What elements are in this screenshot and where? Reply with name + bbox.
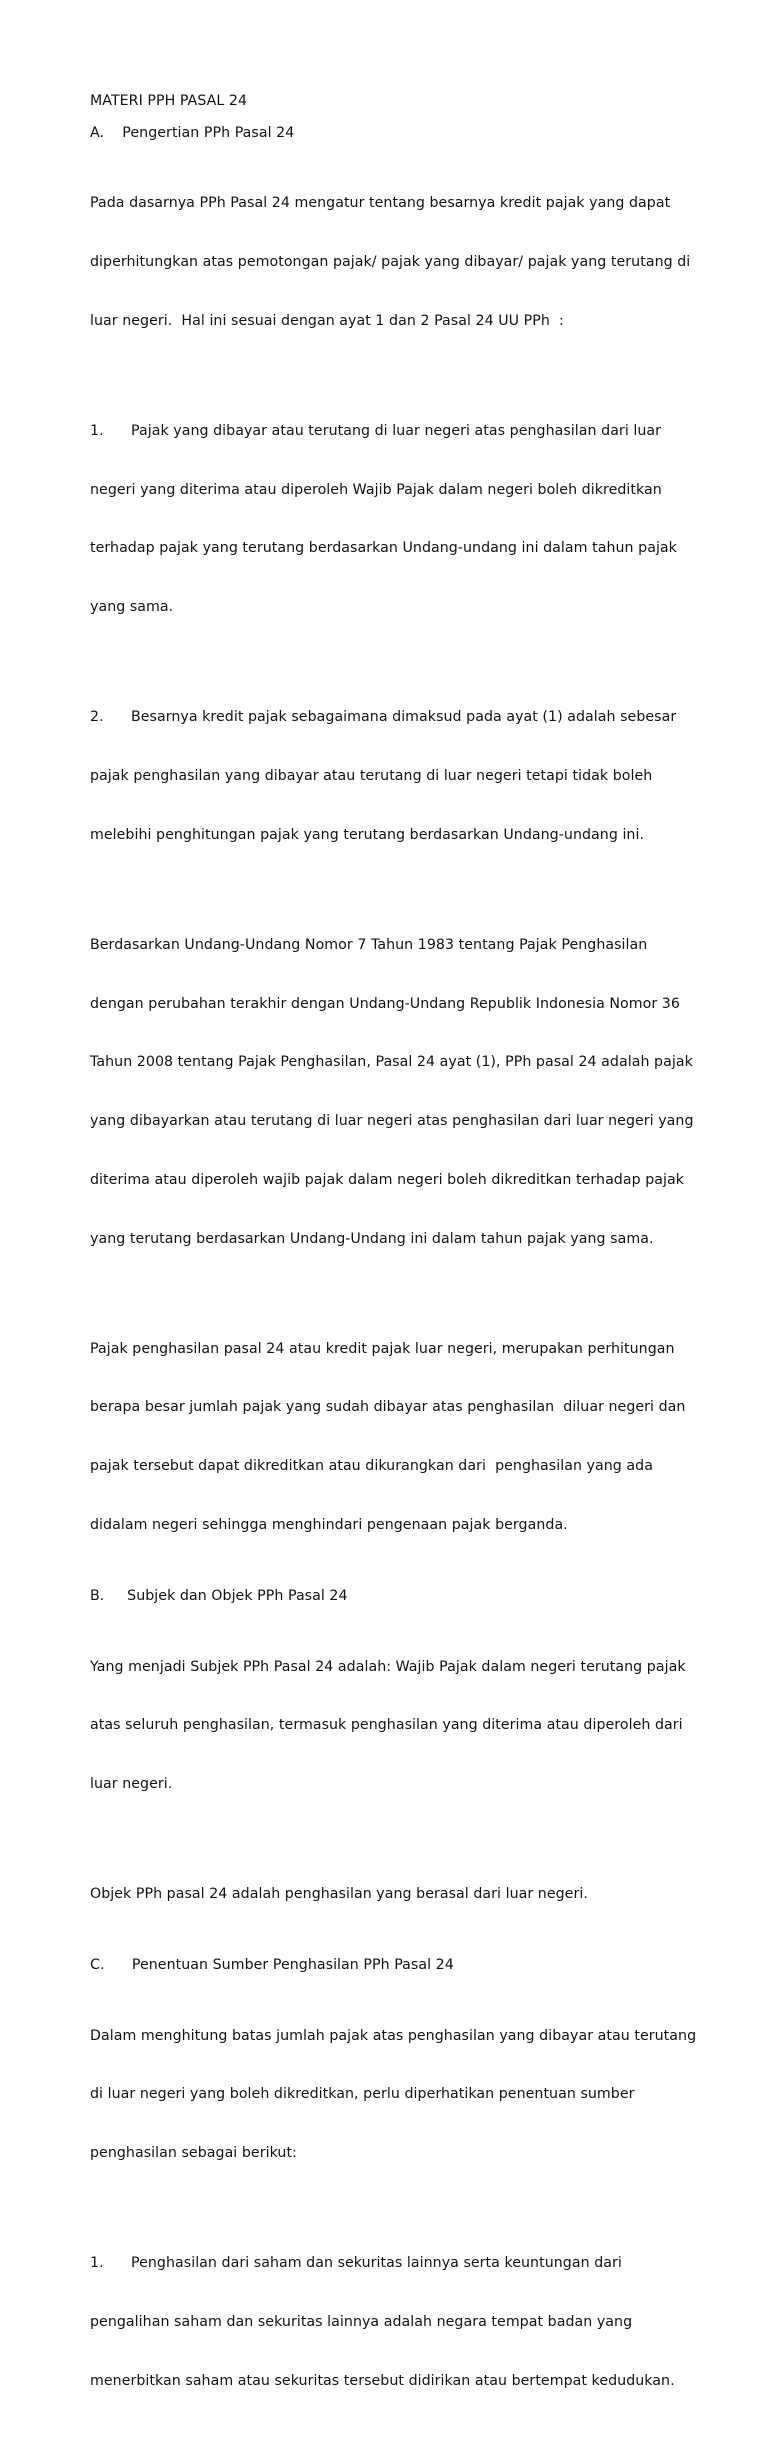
text-line: 2. Besarnya kredit pajak sebagaimana dimaksud pada ayat (1) adalah sebesar [90,709,677,726]
text-line: Pajak penghasilan pasal 24 atau kredit pajak luar negeri, merupakan perhitungan [90,1340,675,1357]
paragraph [90,1300,690,1574]
text-line: Berdasarkan Undang-Undang Nomor 7 Tahun 1983 tentang Pajak Penghasilan [90,936,648,953]
text-line: Yang menjadi Subjek PPh Pasal 24 adalah: Wajib Pajak dalam negeri terutang pajak [90,1658,686,1675]
text-line: dengan perubahan terakhir dengan Undang-Undang Republik Indonesia Nomor 36 [90,995,680,1012]
text-line: yang sama. [90,599,174,616]
text-line: yang terutang berdasarkan Undang-Undang ini dalam tahun pajak yang sama. [90,1230,654,1247]
section-heading-b: B. Subjek dan Objek PPh Pasal 24 [90,1587,348,1604]
paragraph [90,897,694,1289]
document-title: MATERI PPH PASAL 24 [90,93,248,109]
paragraph [90,1846,690,1944]
text-line: atas seluruh penghasilan, termasuk penghasilan yang diterima atau diperoleh dari [90,1717,683,1734]
text-line: diterima atau diperoleh wajib pajak dalam negeri boleh dikreditkan terhadap pajak [90,1171,685,1188]
text-line: 1. Pajak yang dibayar atau terutang di luar negeri atas penghasilan dari luar [90,422,662,439]
text-line: 1. Penghasilan dari saham dan sekuritas lainnya serta keuntungan dari [90,2255,622,2272]
text-line: luar negeri. Hal ini sesuai dengan ayat 1 dan 2 Pasal 24 UU PPh : [90,312,564,329]
text-line: pajak penghasilan yang dibayar atau terutang di luar negeri tetapi tidak boleh [90,768,653,784]
paragraph [90,155,690,371]
text-line: pajak tersebut dapat dikreditkan atau dikurangkan dari penghasilan yang ada [90,1458,653,1475]
text-line: terhadap pajak yang terutang berdasarkan Undang-undang ini dalam tahun pajak [90,540,677,557]
paragraph [90,1987,697,2203]
document-body [90,92,697,2443]
text-line: didalam negeri sehingga menghindari pengenaan pajak berganda. [90,1516,568,1533]
text-line: yang dibayarkan atau terutang di luar negeri atas penghasilan dari luar negeri yang [90,1113,694,1130]
numbered-item [90,669,690,885]
text-line: penghasilan sebagai berikut: [90,2145,297,2162]
numbered-item [90,383,690,657]
text-line: pengalihan saham dan sekuritas lainnya adalah negara tempat badan yang [90,2313,633,2330]
text-line: menerbitkan saham atau sekuritas tersebut didirikan atau bertempat kedudukan. [90,2372,675,2389]
paragraph [90,1618,690,1834]
text-line: Dalam menghitung batas jumlah pajak atas penghasilan yang dibayar atau terutang [90,2027,697,2044]
text-line: Pada dasarnya PPh Pasal 24 mengatur tentang besarnya kredit pajak yang dapat [90,195,671,212]
text-line: Tahun 2008 tentang Pajak Penghasilan, Pasal 24 ayat (1), PPh pasal 24 adalah pajak [90,1054,693,1071]
text-line: Objek PPh pasal 24 adalah penghasilan yang berasal dari luar negeri. [90,1886,588,1903]
section-heading-c: C. Penentuan Sumber Penghasilan PPh Pasal 24 [90,1956,454,1973]
text-line: berapa besar jumlah pajak yang sudah dibayar atas penghasilan diluar negeri dan [90,1399,686,1416]
text-line: di luar negeri yang boleh dikreditkan, perlu diperhatikan penentuan sumber [90,2086,635,2103]
text-line: negeri yang diterima atau diperoleh Wajib Pajak dalam negeri boleh dikreditkan [90,481,662,498]
section-heading-a: A. Pengertian PPh Pasal 24 [90,124,295,141]
text-line: diperhitungkan atas pemotongan pajak/ pajak yang dibayar/ pajak yang terutang di [90,254,691,271]
text-line: luar negeri. [90,1776,173,1793]
text-line: melebihi penghitungan pajak yang terutang berdasarkan Undang-undang ini. [90,826,645,843]
numbered-item [90,2215,690,2431]
